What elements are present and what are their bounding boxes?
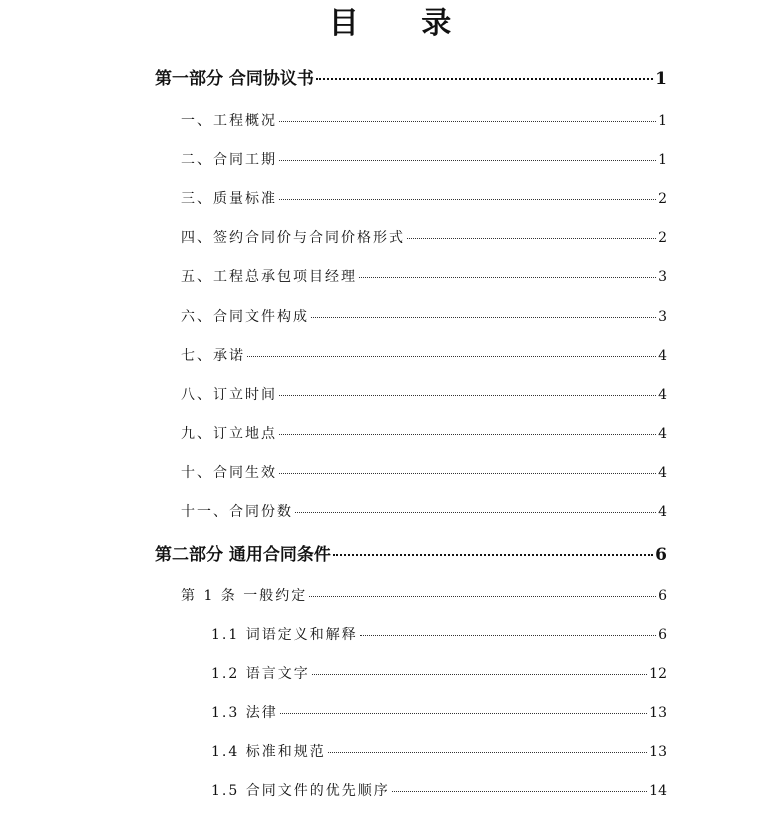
toc-entry-label: 十、合同生效 xyxy=(181,465,277,481)
toc-entry xyxy=(181,227,667,247)
dot-leader xyxy=(311,317,656,318)
dot-leader xyxy=(360,635,656,636)
page-title: 目 录 xyxy=(328,6,478,41)
toc-entry-label: 第一部分 合同协议书 xyxy=(155,69,314,89)
toc-entry-page: 13 xyxy=(649,744,667,760)
dot-leader xyxy=(392,791,647,792)
toc-entry xyxy=(211,741,667,761)
dot-leader xyxy=(309,596,656,597)
toc-entry-page: 4 xyxy=(658,348,667,364)
toc-entry xyxy=(211,624,667,644)
toc-entry-page: 6 xyxy=(658,627,667,643)
toc-entry xyxy=(181,149,667,169)
toc-entry-label: 四、签约合同价与合同价格形式 xyxy=(181,230,405,246)
toc-entry xyxy=(181,110,667,130)
toc-entry-part-2 xyxy=(155,540,667,564)
toc-entry-label: 六、合同文件构成 xyxy=(181,309,309,325)
toc-entry-page: 13 xyxy=(649,705,667,721)
toc-entry-page: 14 xyxy=(649,783,667,799)
toc-entry-label: 七、承诺 xyxy=(181,348,245,364)
toc-entry-page: 4 xyxy=(658,465,667,481)
toc-entry-label: 1.5 合同文件的优先顺序 xyxy=(211,783,390,799)
toc-entry-page: 1 xyxy=(658,113,667,129)
dot-leader xyxy=(279,395,656,396)
toc-entry-page: 4 xyxy=(658,426,667,442)
dot-leader xyxy=(328,752,647,753)
toc-entry-page: 3 xyxy=(658,269,667,285)
toc-entry-label: 三、质量标准 xyxy=(181,191,277,207)
toc-entry-page: 2 xyxy=(658,191,667,207)
dot-leader xyxy=(407,238,656,239)
dot-leader xyxy=(359,277,656,278)
toc-entry xyxy=(181,501,667,521)
toc-entry-page: 2 xyxy=(658,230,667,246)
toc-entry-page: 1 xyxy=(655,69,667,89)
toc-entry-label: 1.1 词语定义和解释 xyxy=(211,627,358,643)
toc-entry-label: 1.3 法律 xyxy=(211,705,278,721)
toc-entry-label: 二、合同工期 xyxy=(181,152,277,168)
dot-leader xyxy=(279,160,656,161)
toc-entry-page: 4 xyxy=(658,387,667,403)
toc-entry xyxy=(181,585,667,605)
toc-entry xyxy=(181,423,667,443)
toc-entry-label: 八、订立时间 xyxy=(181,387,277,403)
toc-entry-label: 十一、合同份数 xyxy=(181,504,293,520)
toc-entry-label: 1.2 语言文字 xyxy=(211,666,310,682)
toc-entry-page: 6 xyxy=(658,588,667,604)
toc-entry xyxy=(181,384,667,404)
dot-leader xyxy=(279,434,656,435)
toc-entry xyxy=(211,780,667,800)
dot-leader xyxy=(279,121,656,122)
toc-entry xyxy=(181,306,667,326)
dot-leader xyxy=(279,199,656,200)
dot-leader xyxy=(295,512,656,513)
toc-entry-page: 4 xyxy=(658,504,667,520)
dot-leader xyxy=(280,713,647,714)
toc-entry-page: 1 xyxy=(658,152,667,168)
toc-entry-label: 一、工程概况 xyxy=(181,113,277,129)
toc-entry-label: 九、订立地点 xyxy=(181,426,277,442)
toc-entry-page: 6 xyxy=(655,545,667,565)
toc-entry xyxy=(181,462,667,482)
dot-leader xyxy=(312,674,647,675)
toc-entry-part-1 xyxy=(155,64,667,88)
dot-leader xyxy=(279,473,656,474)
toc-entry-label: 第 1 条 一般约定 xyxy=(181,588,308,604)
dot-leader xyxy=(333,554,653,556)
dot-leader xyxy=(316,78,653,80)
toc-entry xyxy=(211,702,667,722)
dot-leader xyxy=(247,356,656,357)
toc-entry xyxy=(181,266,667,286)
toc-entry-label: 五、工程总承包项目经理 xyxy=(181,269,357,285)
toc-entry xyxy=(181,188,667,208)
toc-entry-label: 第二部分 通用合同条件 xyxy=(155,545,331,565)
toc-entry-page: 12 xyxy=(649,666,667,682)
toc-entry xyxy=(211,663,667,683)
toc-entry xyxy=(181,345,667,365)
toc-entry-label: 1.4 标准和规范 xyxy=(211,744,326,760)
toc-entry-page: 3 xyxy=(658,309,667,325)
